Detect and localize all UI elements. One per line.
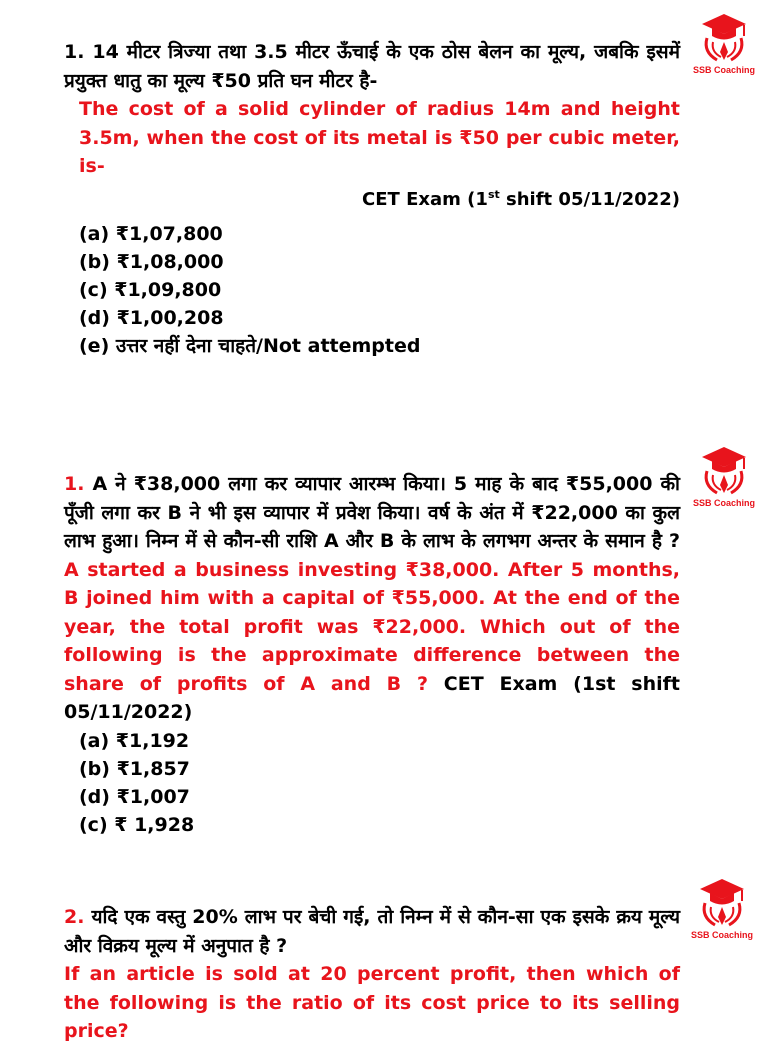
graduation-cap-icon (699, 12, 749, 64)
ssb-coaching-logo (684, 445, 764, 515)
options-list (79, 220, 680, 361)
hindi-text: A ने ₹38,000 लगा कर व्यापार आरम्भ किया। 5 माह के बाद ₹55,000 की पूँजी लगा कर B ने भी इस व्यापार में प्रवेश किया। वर्ष के अंत में ₹22,000 का कुल लाभ हुआ। निम्न में से कौन-सी राशि A और B के लाभ के लगभग अन्तर के समान है ? (64, 473, 680, 552)
options-list (79, 727, 680, 840)
exam-reference: CET Exam (1st shift 05/11/2022) (362, 187, 680, 210)
option-item: (c) ₹ 1,928 (79, 814, 195, 837)
graduation-cap-icon (699, 445, 749, 497)
hindi-text: यदि एक वस्तु 20% लाभ पर बेची गई, तो निम्न में से कौन-सा एक इसके क्रय मूल्य और विक्रय मूल्य में अनुपात है ? (64, 906, 680, 957)
option-item: (d) ₹1,00,208 (79, 307, 224, 330)
english-text: A started a business investing ₹38,000. After 5 months, B joined him with a capital of ₹55,000. At the end of the year, the total profit was ₹22,000. Which out of the following is the approximate difference between the share of profits of A and B ? (64, 558, 680, 695)
option-item: (a) ₹1,192 (79, 729, 190, 752)
exam-reference: CET Exam (1st shift 05/11/2022) (64, 672, 680, 723)
logo-text: SSB Coaching (692, 498, 755, 508)
option-item: (e) उत्तर नहीं देना चाहते/Not attempted (79, 335, 421, 358)
option-item: (c) ₹1,09,800 (79, 278, 222, 301)
question-hindi-text (64, 38, 680, 95)
question-hindi-text (64, 903, 680, 960)
ssb-coaching-logo (682, 877, 762, 947)
question-block (64, 38, 680, 361)
question-text (64, 470, 680, 727)
option-item: (d) ₹1,007 (79, 785, 190, 808)
ssb-coaching-logo (684, 12, 764, 82)
logo-text: SSB Coaching (692, 65, 755, 75)
graduation-cap-icon (697, 877, 747, 929)
question-english-text: The cost of a solid cylinder of radius 14m and height 3.5m, when the cost of its metal is ₹50 per cubic meter, is- (79, 98, 680, 177)
option-item: (b) ₹1,857 (79, 757, 190, 780)
question-english-text: If an article is sold at 20 percent profit, then which of the following is the ratio of its cost price to its selling price? (64, 963, 680, 1042)
question-number: 1. (64, 473, 85, 495)
hindi-text: 14 मीटर त्रिज्या तथा 3.5 मीटर ऊँचाई के एक ठोस बेलन का मूल्य, जबकि इसमें प्रयुक्त धातु का मूल्य ₹50 प्रति घन मीटर है- (64, 41, 680, 92)
question-number: 2. (64, 906, 85, 928)
question-block (64, 903, 680, 1046)
logo-text: SSB Coaching (690, 930, 753, 940)
question-block (64, 470, 680, 839)
option-item: (a) ₹1,07,800 (79, 222, 223, 245)
option-item: (b) ₹1,08,000 (79, 250, 224, 273)
question-number: 1. (64, 41, 85, 63)
